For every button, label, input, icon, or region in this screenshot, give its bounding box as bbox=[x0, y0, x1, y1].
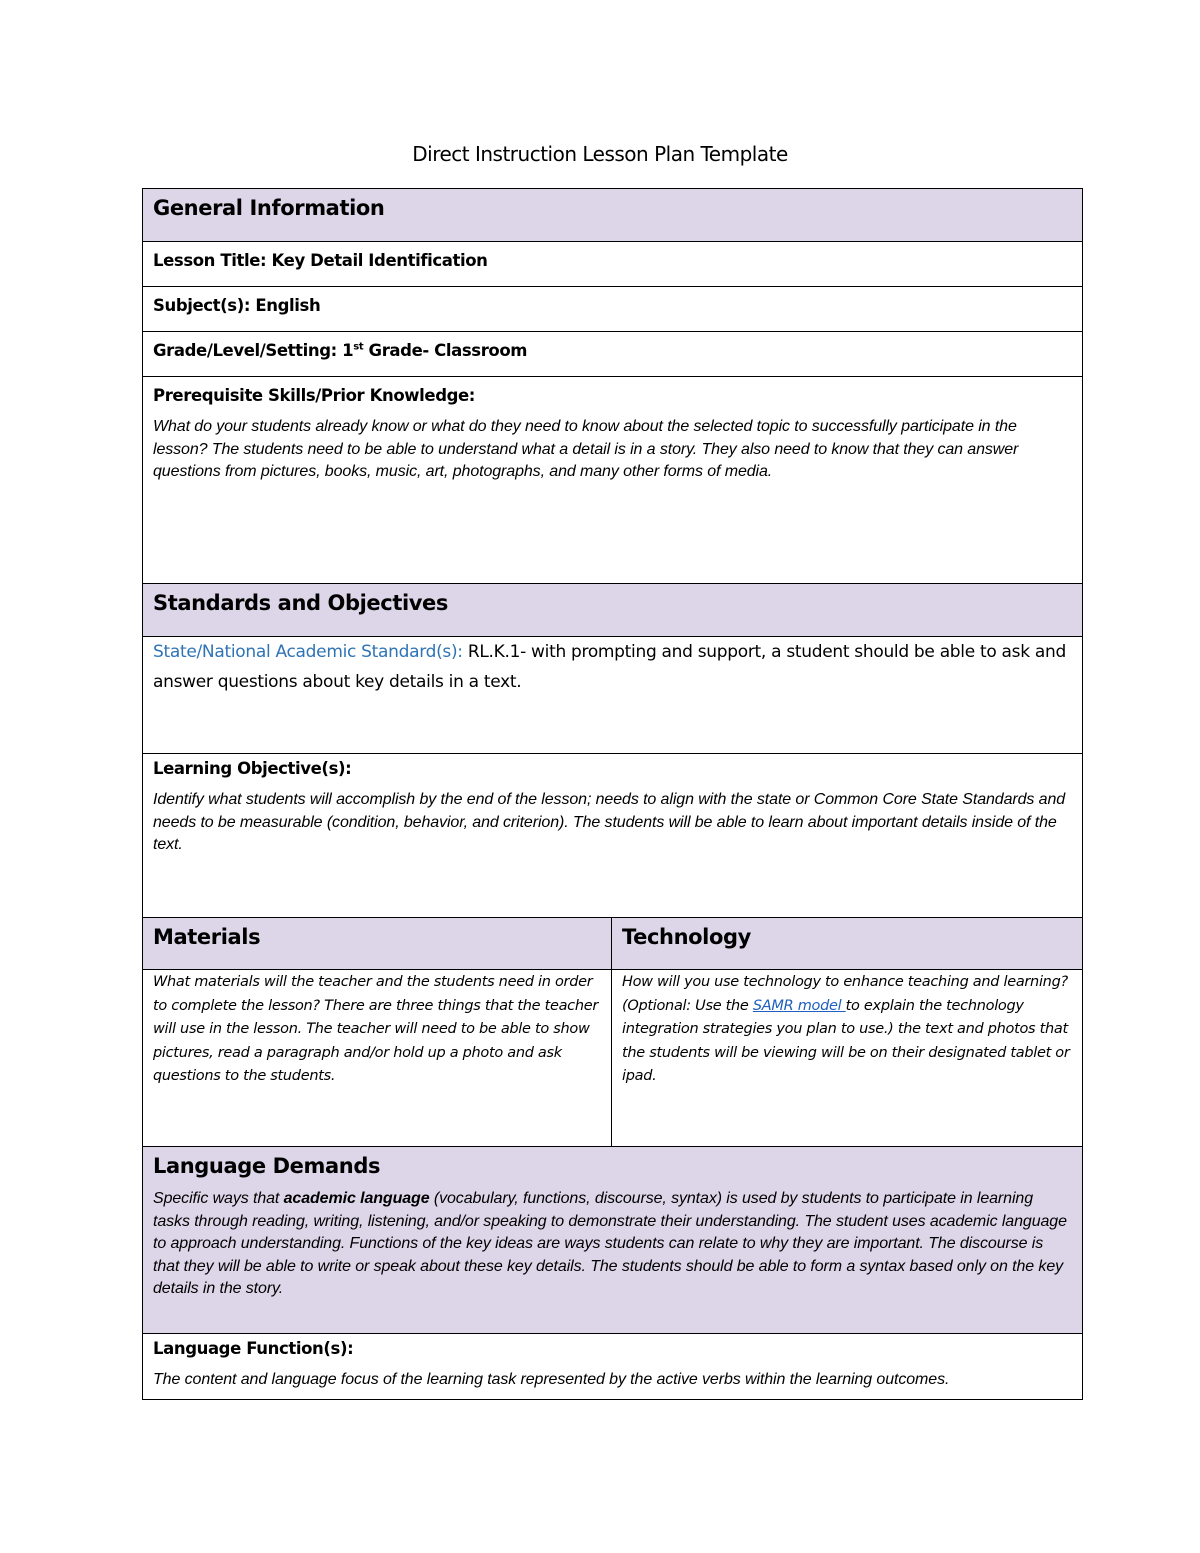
language-demands-cell bbox=[143, 1147, 1083, 1334]
lesson-title: Lesson Title: Key Detail Identification bbox=[153, 251, 488, 270]
grade-level-setting: Grade/Level/Setting: 1st Grade- Classroom bbox=[153, 341, 528, 360]
technology-header bbox=[612, 918, 1083, 970]
language-function-row bbox=[143, 1334, 1083, 1400]
standard-label: State/National Academic Standard(s): bbox=[153, 642, 463, 662]
prerequisite-row bbox=[143, 377, 1083, 584]
materials-header bbox=[143, 918, 612, 970]
samr-model-link[interactable]: SAMR model bbox=[752, 997, 846, 1014]
lesson-title-row bbox=[143, 242, 1083, 287]
standards-header bbox=[143, 584, 1083, 637]
page-title: Direct Instruction Lesson Plan Template bbox=[412, 142, 788, 166]
subjects-row bbox=[143, 287, 1083, 332]
standard-row bbox=[143, 637, 1083, 754]
standards-heading: Standards and Objectives bbox=[153, 591, 448, 615]
lesson-plan-table bbox=[142, 188, 1083, 1400]
prerequisite-label: Prerequisite Skills/Prior Knowledge: bbox=[153, 386, 476, 405]
language-function-text: The content and language focus of the learning task represented by the active verbs within the learning outcomes. bbox=[153, 1371, 950, 1388]
grade-row bbox=[143, 332, 1083, 377]
general-info-heading: General Information bbox=[153, 196, 385, 220]
prerequisite-text: What do your students already know or what do they need to know about the selected topic to successfully participate in the lesson? The students need to be able to understand what a detail is in a story. They also need to know that they can answer questions from pictures, books, music, art, photographs, and many other forms of media. bbox=[153, 418, 1019, 480]
technology-heading: Technology bbox=[622, 925, 751, 949]
language-demands-heading: Language Demands bbox=[153, 1154, 381, 1178]
objective-row bbox=[143, 754, 1083, 918]
objective-label: Learning Objective(s): bbox=[153, 759, 352, 778]
technology-cell bbox=[612, 970, 1083, 1147]
materials-cell bbox=[143, 970, 612, 1147]
standard-text: State/National Academic Standard(s): RL.K.1- with prompting and support, a student should be able to ask and answer questions about key details in a text. bbox=[153, 642, 1066, 692]
materials-heading: Materials bbox=[153, 925, 261, 949]
technology-text: How will you use technology to enhance teaching and learning? (Optional: Use the SAMR model to explain the technology integration strategies you plan to use.) the text and photos that the students will be viewing will be on their designated tablet or ipad. bbox=[622, 974, 1070, 1084]
language-function-label: Language Function(s): bbox=[153, 1339, 354, 1358]
objective-text: Identify what students will accomplish by the end of the lesson; needs to align with the state or Common Core State Standards and needs to be measurable (condition, behavior, and criterion). The students will be able to learn about important details inside of the text. bbox=[153, 791, 1066, 853]
materials-text: What materials will the teacher and the students need in order to complete the lesson? There are three things that the teacher will use in the lesson. The teacher will need to be able to show pictures, read a paragraph and/or hold up a photo and ask questions to the students. bbox=[153, 974, 599, 1084]
general-info-header bbox=[143, 189, 1083, 242]
language-demands-text: Specific ways that academic language (vocabulary, functions, discourse, syntax) is used by students to participate in learning tasks through reading, writing, listening, and/or speaking to demonstrate their understanding. The student uses academic language to approach understanding. Functions of the key ideas are ways students can relate to why they are important. The discourse is that they will be able to write or speak about these key details. The students should be able to form a syntax based only on the key details in the story. bbox=[153, 1190, 1067, 1297]
subjects: Subject(s): English bbox=[153, 296, 321, 315]
